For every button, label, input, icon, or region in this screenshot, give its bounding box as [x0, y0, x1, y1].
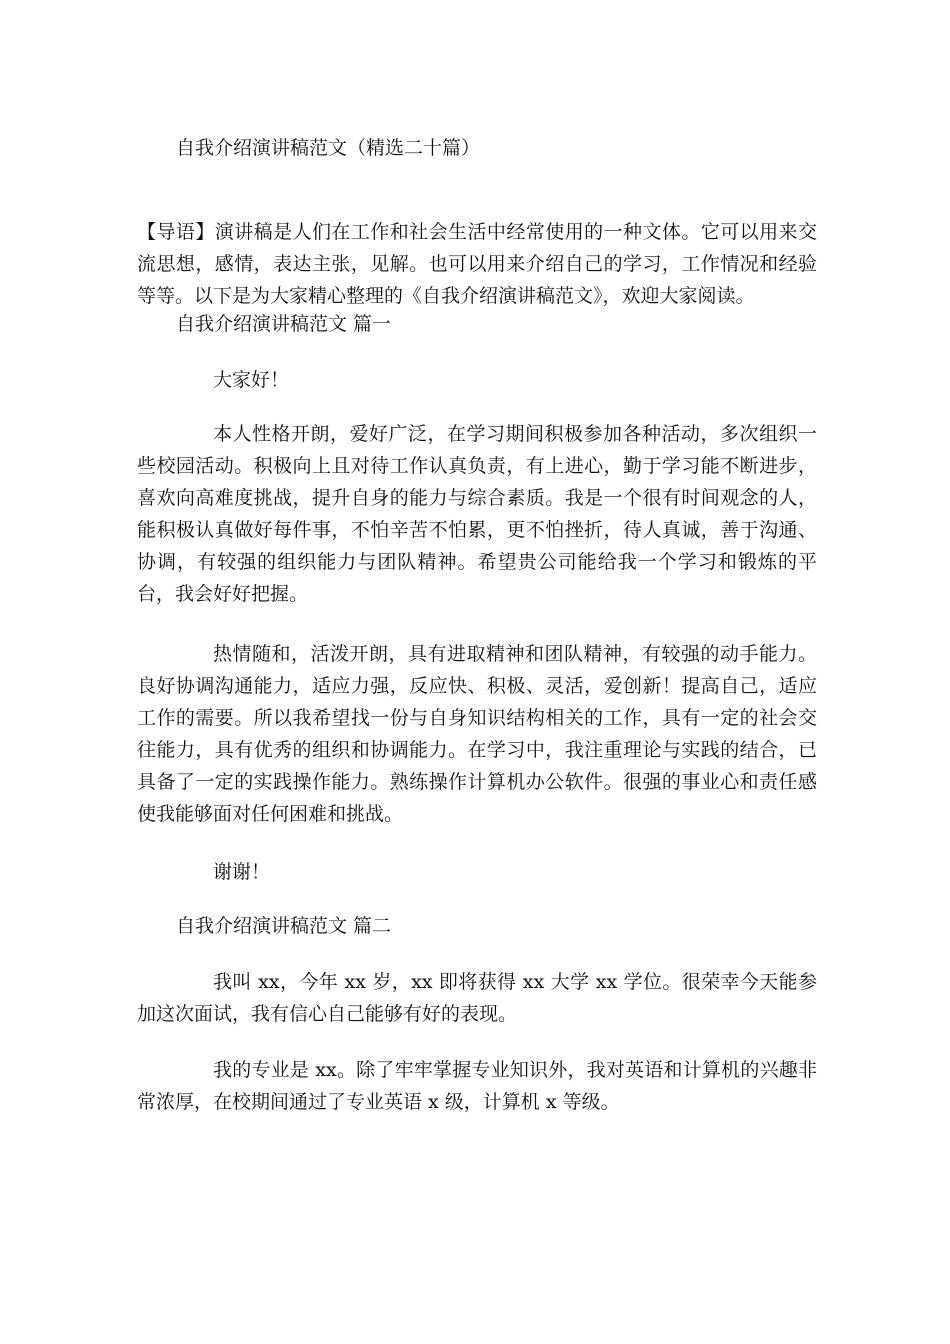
greeting: 大家好！	[213, 369, 290, 391]
document-title: 自我介绍演讲稿范文（精选二十篇）	[176, 137, 481, 159]
section-heading-2: 自我介绍演讲稿范文 篇二	[176, 915, 392, 937]
section2-paragraph-2: 我的专业是 xx。除了牢牢掌握专业知识外，我对英语和计算机的兴趣非常浓厚，在校期间通过了专业英语 x 级，计算机 x 等级。	[137, 1059, 817, 1113]
section-heading-1: 自我介绍演讲稿范文 篇一	[176, 313, 392, 335]
closing: 谢谢！	[213, 861, 271, 883]
section1-paragraph-1: 本人性格开朗，爱好广泛，在学习期间积极参加各种活动，多次组织一些校园活动。积极向上且对待工作认真负责，有上进心，勤于学习能不断进步，喜欢向高难度挑战，提升自身的能力与综合素质。我是一个很有时间观念的人，能积极认真做好每件事，不怕辛苦不怕累，更不怕挫折，待人真诚，善于沟通、协调，有较强的组织能力与团队精神。希望贵公司能给我一个学习和锻炼的平台，我会好好把握。	[137, 423, 817, 605]
section1-paragraph-2: 热情随和，活泼开朗，具有进取精神和团队精神，有较强的动手能力。良好协调沟通能力，适应力强，反应快、积极、灵活，爱创新！提高自己，适应工作的需要。所以我希望找一份与自身知识结构相关的工作，具有一定的社会交往能力，具有优秀的组织和协调能力。在学习中，我注重理论与实践的结合，已具备了一定的实践操作能力。熟练操作计算机办公软件。很强的事业心和责任感使我能够面对任何困难和挑战。	[137, 643, 817, 825]
section2-paragraph-1: 我叫 xx，今年 xx 岁，xx 即将获得 xx 大学 xx 学位。很荣幸今天能参加这次面试，我有信心自己能够有好的表现。	[137, 971, 817, 1025]
intro-paragraph: 【导语】演讲稿是人们在工作和社会生活中经常使用的一种文体。它可以用来交流思想，感情，表达主张，见解。也可以用来介绍自己的学习，工作情况和经验等等。以下是为大家精心整理的《自我介绍演讲稿范文》，欢迎大家阅读。	[137, 221, 817, 307]
